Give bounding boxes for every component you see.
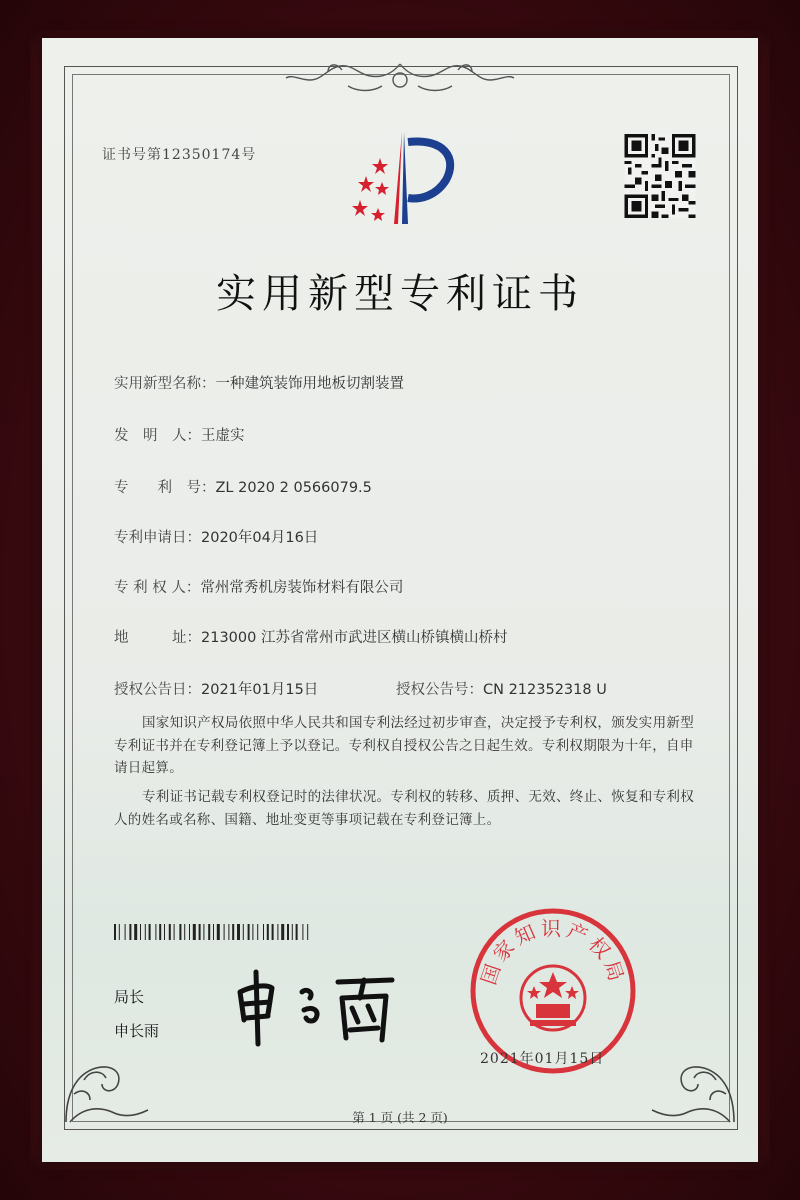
top-ornament-icon	[282, 56, 518, 100]
seal-date: 2021年01月15日	[480, 1051, 605, 1067]
grant-number-value: CN 212352318 U	[483, 682, 607, 698]
patentee-label: 专 利 权 人：	[114, 580, 201, 596]
inventor-label: 发 明 人：	[114, 428, 201, 444]
seal-text: 国家知识产权局	[476, 916, 630, 988]
grant-number-row	[396, 678, 607, 699]
address-value: 213000 江苏省常州市武进区横山桥镇横山桥村	[201, 630, 508, 646]
certificate-title: 实用新型专利证书	[216, 271, 584, 317]
grant-statement-paragraph: 国家知识产权局依照中华人民共和国专利法经过初步审查，决定授予专利权，颁发实用新型专利证书并在专利登记簿上予以登记。专利权自授权公告之日起生效。专利权期限为十年，自申请日起算。	[114, 715, 694, 776]
qr-code-icon	[624, 134, 696, 218]
patent-number-label: 专 利 号：	[114, 480, 216, 496]
director-title: 局长	[114, 988, 145, 1006]
grant-date-row	[114, 678, 318, 699]
grant-date-value: 2021年01月15日	[201, 682, 319, 698]
utility-model-name-row	[114, 372, 404, 393]
inventor-row	[114, 424, 245, 445]
patentee-value: 常州常秀机房装饰材料有限公司	[200, 580, 404, 596]
cnipa-logo-icon	[336, 128, 466, 228]
application-date-value: 2020年04月16日	[201, 530, 319, 546]
inventor-value: 王虚实	[201, 428, 245, 444]
legal-status-paragraph: 专利证书记载专利权登记时的法律状况。专利权的转移、质押、无效、终止、恢复和专利权人的姓名或名称、国籍、地址变更等事项记载在专利登记簿上。	[114, 789, 694, 828]
address-label: 地 址：	[114, 630, 201, 646]
patentee-row	[114, 576, 403, 597]
barcode-icon	[114, 924, 346, 940]
director-name: 申长雨	[114, 1022, 160, 1040]
page-number: 第 1 页 (共 2 页)	[352, 1110, 448, 1125]
patent-number-value: ZL 2020 2 0566079.5	[215, 480, 372, 496]
application-date-row	[114, 526, 318, 547]
grant-date-label: 授权公告日：	[114, 682, 201, 698]
utility-model-name-label: 实用新型名称：	[114, 376, 216, 392]
utility-model-name-value: 一种建筑装饰用地板切割装置	[215, 376, 404, 392]
application-date-label: 专利申请日：	[114, 530, 201, 546]
patent-number-row	[114, 476, 372, 497]
grant-number-label: 授权公告号：	[396, 682, 483, 698]
address-row	[114, 626, 507, 647]
certificate-number: 证书号第12350174号	[102, 147, 257, 163]
director-signature-icon	[232, 958, 402, 1048]
